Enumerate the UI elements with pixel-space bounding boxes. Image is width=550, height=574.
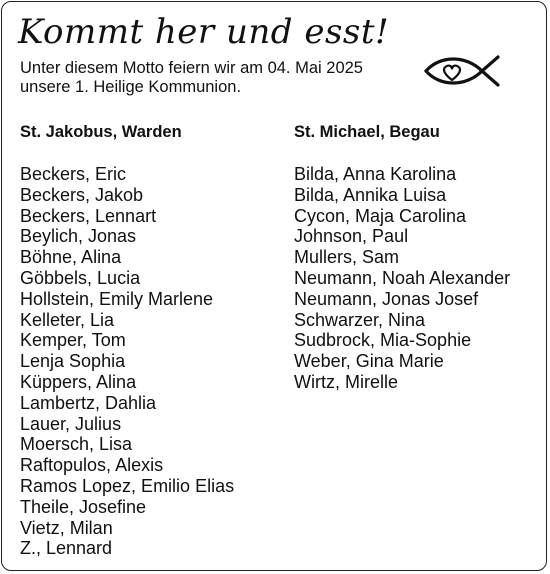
name-item: Bilda, Annika Luisa: [294, 184, 447, 205]
name-item: Cycon, Maja Carolina: [294, 205, 467, 226]
name-item: Ramos Lopez, Emilio Elias: [20, 475, 235, 496]
name-item: Böhne, Alina: [20, 247, 122, 268]
names-list: [20, 164, 234, 559]
name-item: Moersch, Lisa: [20, 434, 133, 455]
name-item: Kelleter, Lia: [20, 309, 115, 330]
name-item: Beckers, Lennart: [20, 205, 157, 226]
name-item: Z., Lennard: [20, 538, 113, 559]
name-item: Neumann, Jonas Josef: [294, 288, 479, 309]
name-item: Beckers, Eric: [20, 164, 127, 184]
name-item: Lambertz, Dahlia: [20, 392, 157, 413]
name-item: Vietz, Milan: [20, 517, 113, 538]
name-item: Raftopulos, Alexis: [20, 455, 164, 476]
name-item: Sudbrock, Mia-Sophie: [294, 330, 472, 351]
name-item: Beckers, Jakob: [20, 184, 144, 205]
name-item: Kemper, Tom: [20, 330, 126, 351]
headline: Kommt her und esst!: [18, 12, 390, 52]
name-item: Lenja Sophia: [20, 351, 126, 372]
name-item: Theile, Josefine: [20, 496, 147, 517]
fish-heart-icon: [422, 48, 502, 94]
name-item: Hollstein, Emily Marlene: [20, 288, 214, 309]
column-st-michael: [294, 122, 510, 393]
column-heading: St. Michael, Begau: [294, 123, 440, 141]
intro-line-2: unsere 1. Heilige Kommunion.: [20, 78, 242, 96]
name-item: Schwarzer, Nina: [294, 309, 426, 330]
name-item: Neumann, Noah Alexander: [294, 267, 511, 288]
name-item: Beylich, Jonas: [20, 226, 137, 247]
names-list: [294, 164, 510, 393]
column-heading: St. Jakobus, Warden: [20, 123, 182, 141]
name-item: Bilda, Anna Karolina: [294, 164, 457, 184]
name-item: Göbbels, Lucia: [20, 267, 141, 288]
intro-text: [20, 59, 363, 97]
name-item: Mullers, Sam: [294, 247, 400, 268]
name-item: Küppers, Alina: [20, 371, 137, 392]
name-item: Johnson, Paul: [294, 226, 409, 247]
intro-line-1: Unter diesem Motto feiern wir am 04. Mai 2025: [20, 59, 363, 77]
name-item: Wirtz, Mirelle: [294, 371, 398, 392]
name-item: Lauer, Julius: [20, 413, 122, 434]
column-st-jakobus: [20, 122, 234, 559]
name-item: Weber, Gina Marie: [294, 351, 444, 372]
